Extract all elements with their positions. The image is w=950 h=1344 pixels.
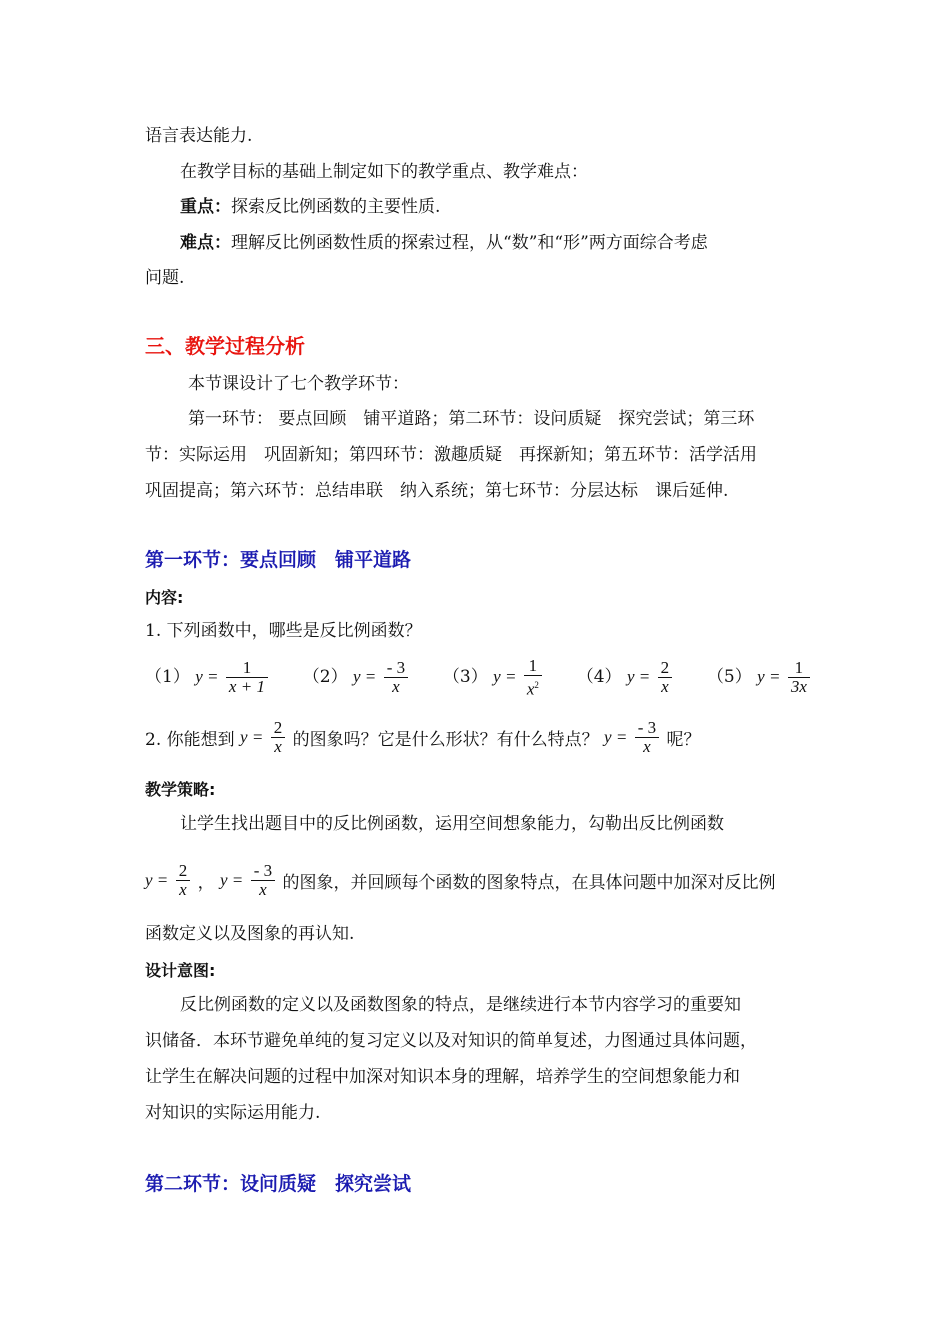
section-heading: 三、教学过程分析 [145,334,305,358]
option-4: （4） y = $\frac{2}{x}$ [577,667,680,687]
paragraph-line: 让学生找出题目中的反比例函数，运用空间想象能力，勾勒出反比例函数 [180,814,724,834]
options-row [145,657,812,699]
paragraph-line: 在教学目标的基础上制定如下的教学重点、教学难点： [180,162,588,182]
paragraph-line: 本节课设计了七个教学环节： [188,374,409,394]
question-1: 1. 下列函数中，哪些是反比例函数？ [145,621,422,641]
option-5: （5） y = $\frac{1}{3x}$ [707,667,812,687]
fraction: $\frac{2}{x}$ [176,862,191,899]
paragraph-line: 第一环节： 要点回顾 铺平道路；第二环节：设问质疑 探究尝试；第三环 [188,409,755,429]
fraction: $\frac{- 3}{x}$ [635,719,659,756]
difficult-point-text: 理解反比例函数性质的探索过程，从“数”和“形”两方面综合考虑 [231,233,708,253]
fraction: $\frac{2}{x}$ [271,719,286,756]
option-1: （1） y = $\frac{1}{x + 1}$ [145,667,275,687]
key-point-text: 探索反比例函数的主要性质. [231,197,441,217]
fraction: $\frac{1}{x + 1}$ [226,659,268,696]
stage-heading: 第二环节：设问质疑 探究尝试 [145,1173,412,1195]
option-3: （3） y = $\frac{1}{x^2}$ [443,667,549,687]
paragraph-line: 语言表达能力. [145,126,253,146]
fraction: $\frac{- 3}{x}$ [384,659,408,696]
paragraph-line: 对知识的实际运用能力. [145,1103,321,1123]
paragraph-line: 识储备．本环节避免单纯的复习定义以及对知识的简单复述，力图通过具体问题， [145,1031,757,1051]
fraction: $\frac{1}{x^2}$ [524,657,542,699]
stage-heading: 第一环节：要点回顾 铺平道路 [145,549,412,571]
fraction: $\frac{- 3}{x}$ [251,862,275,899]
paragraph-line: 函数定义以及图象的再认知. [145,924,355,944]
paragraph-line: 节：实际运用 巩固新知；第四环节：激趣质疑 再探新知；第五环节：活学活用 [145,445,757,465]
paragraph-line: 巩固提高；第六环节：总结串联 纳入系统；第七环节：分层达标 课后延伸. [145,481,729,501]
key-point-label: 重点： [180,197,231,217]
intent-label: 设计意图: [145,961,216,980]
paragraph-line: 反比例函数的定义以及函数图象的特点，是继续进行本节内容学习的重要知 [180,995,741,1015]
strategy-formula-line: y = $\frac{2}{x}$ ， y = $\frac{- 3}{x}$ 的图象，并回顾每个函数的图象特点，在具体问题中加深对反比例 [145,861,776,899]
paragraph-line: 让学生在解决问题的过程中加深对知识本身的理解，培养学生的空间想象能力和 [145,1067,740,1087]
paragraph-line: 问题. [145,268,185,288]
difficult-point-label: 难点： [180,233,231,253]
option-2: （2） y = $\frac{- 3}{x}$ [303,667,416,687]
content-label: 内容: [145,588,184,607]
key-point [180,196,440,218]
fraction: $\frac{2}{x}$ [658,659,673,696]
strategy-label: 教学策略: [145,780,216,799]
fraction: $\frac{1}{3x}$ [788,659,810,696]
question-2: 2. 你能想到 y = $\frac{2}{x}$ 的图象吗？它是什么形状？有什么特点？ y = $\frac{- 3}{x}$ 呢？ [145,718,701,756]
difficult-point [180,232,708,254]
